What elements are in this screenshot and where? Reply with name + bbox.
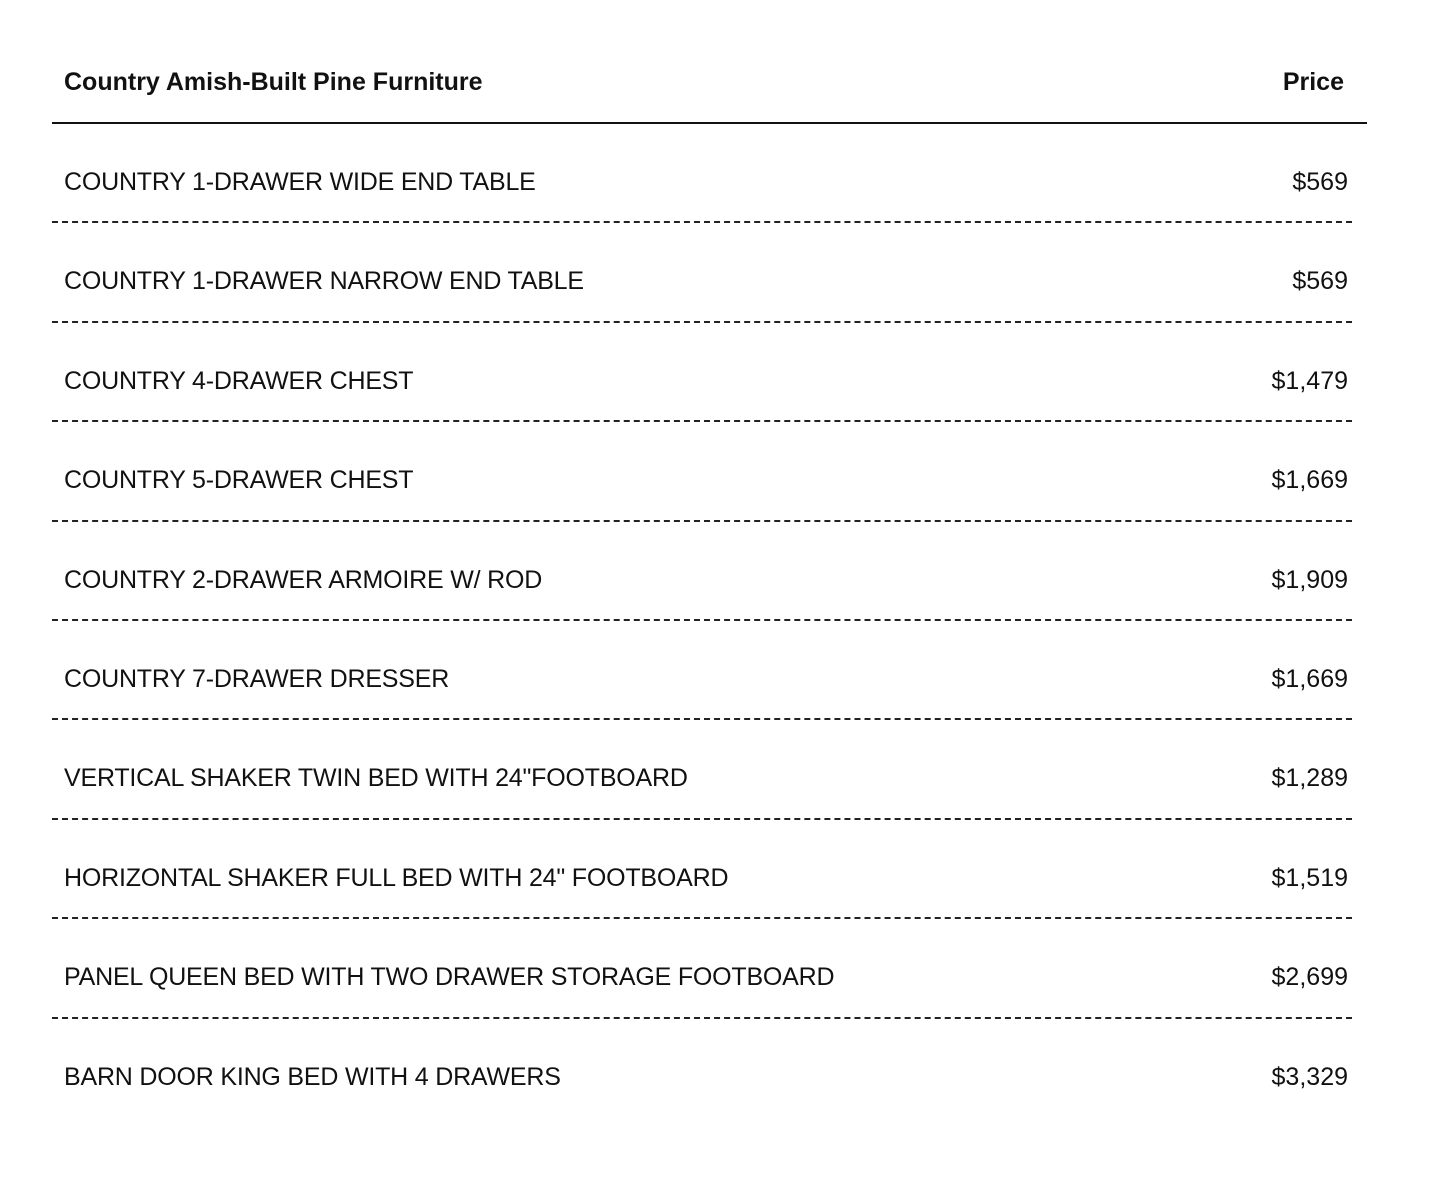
table-row (52, 323, 1352, 422)
item-price: $1,909 (1271, 565, 1348, 594)
item-price: $1,669 (1271, 664, 1348, 693)
item-name: BARN DOOR KING BED WITH 4 DRAWERS (64, 1062, 561, 1091)
table-row (52, 422, 1352, 521)
item-price: $2,699 (1271, 963, 1348, 992)
item-price: $1,519 (1271, 863, 1348, 892)
item-price: $3,329 (1271, 1062, 1348, 1091)
table-row (52, 720, 1352, 819)
item-price: $1,669 (1271, 466, 1348, 495)
item-name: COUNTRY 5-DRAWER CHEST (64, 466, 414, 495)
item-price: $569 (1292, 267, 1348, 296)
item-name: COUNTRY 1-DRAWER NARROW END TABLE (64, 267, 584, 296)
item-name: COUNTRY 7-DRAWER DRESSER (64, 664, 450, 693)
item-name: COUNTRY 4-DRAWER CHEST (64, 366, 414, 395)
table-row (52, 522, 1352, 621)
table-title: Country Amish-Built Pine Furniture (64, 68, 483, 96)
item-name: PANEL QUEEN BED WITH TWO DRAWER STORAGE FOOTBOARD (64, 963, 835, 992)
item-price: $1,289 (1271, 764, 1348, 793)
item-name: COUNTRY 1-DRAWER WIDE END TABLE (64, 168, 536, 196)
table-row (52, 820, 1352, 919)
item-name: HORIZONTAL SHAKER FULL BED WITH 24" FOOTBOARD (64, 863, 729, 892)
table-row (52, 621, 1352, 720)
price-table (52, 0, 1367, 1118)
item-name: VERTICAL SHAKER TWIN BED WITH 24"FOOTBOARD (64, 764, 688, 793)
table-header (52, 0, 1367, 124)
item-price: $1,479 (1271, 366, 1348, 395)
item-price: $569 (1292, 168, 1348, 196)
price-column-header: Price (1282, 68, 1344, 96)
table-body (52, 124, 1367, 1118)
table-row (52, 919, 1352, 1018)
table-row (52, 124, 1352, 223)
table-row (52, 223, 1352, 322)
item-name: COUNTRY 2-DRAWER ARMOIRE W/ ROD (64, 565, 543, 594)
table-row (52, 1019, 1352, 1118)
